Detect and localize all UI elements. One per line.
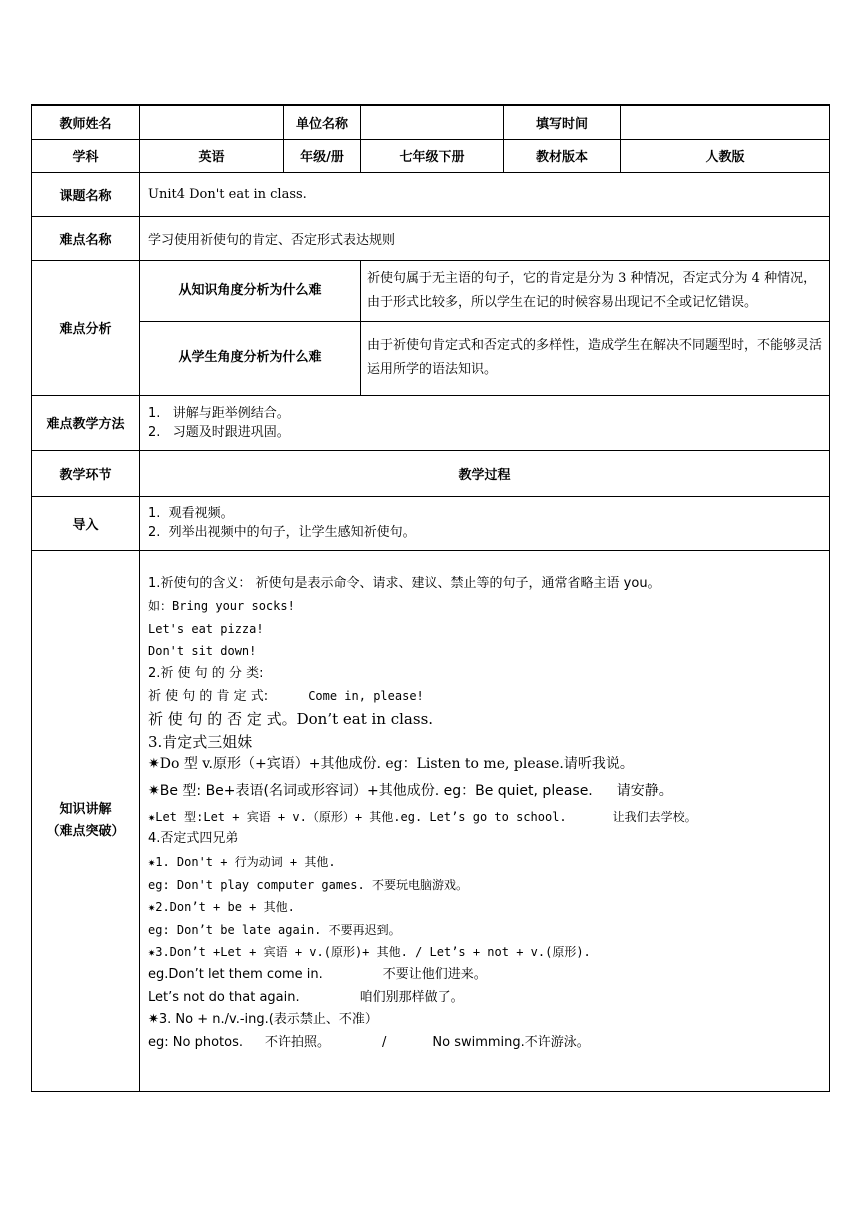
positive-form-line xyxy=(148,685,821,708)
method-list xyxy=(140,395,830,450)
lesson-plan-table xyxy=(31,104,830,1092)
student-angle-label: 从学生角度分析为什么难 xyxy=(140,321,361,395)
method-item: 2. 习题及时跟进巩固。 xyxy=(148,424,290,440)
process-title: 教学过程 xyxy=(140,450,830,496)
method-label: 难点教学方法 xyxy=(32,395,140,450)
example-translation: 不许拍照。 xyxy=(264,1034,330,1050)
subject-label: 学科 xyxy=(32,139,140,172)
let-type-line xyxy=(148,806,821,829)
subject-value: 英语 xyxy=(140,139,284,172)
subject-row xyxy=(32,139,830,172)
negative-rule-line: ✷2.Don’t + be + 其他. xyxy=(148,900,295,915)
knowledge-content xyxy=(140,550,830,1091)
difficulty-row xyxy=(32,216,830,260)
section-heading: 4.否定式四兄弟 xyxy=(148,831,239,847)
section-heading: 3.肯定式三姐妹 xyxy=(148,732,253,751)
let-type-rule: ✷Let 型:Let + 宾语 + v.（原形）+ 其他.eg. Let’s go to school. xyxy=(148,809,567,824)
knowledge-angle-label: 从知识角度分析为什么难 xyxy=(140,260,361,321)
fill-time-label: 填写时间 xyxy=(504,105,621,139)
be-type-line xyxy=(148,776,821,806)
knowledge-label xyxy=(32,550,140,1091)
example-english: eg.Don’t let them come in. xyxy=(148,967,323,982)
teacher-name-field[interactable] xyxy=(140,105,284,139)
fill-time-field[interactable] xyxy=(621,105,830,139)
be-type-rule: ✷Be 型: Be+表语(名词或形容词）+其他成份. eg：Be quiet, please. xyxy=(148,782,593,799)
knowledge-angle-text: 祈使句属于无主语的句子，它的肯定是分为 3 种情况，否定式分为 4 种情况，由于形式比较多，所以学生在记的时候容易出现记不全或记忆错误。 xyxy=(361,260,830,321)
knowledge-label-line1: 知识讲解 xyxy=(59,801,112,817)
analysis-student-row xyxy=(32,321,830,395)
negative-rule-line: ✷3. No + n./v.-ing.(表示禁止、不准） xyxy=(148,1012,378,1028)
example-english: eg: No photos. xyxy=(148,1034,243,1050)
example-line: Let's eat pizza! xyxy=(148,621,264,636)
let-type-translation: 让我们去学校。 xyxy=(612,809,697,824)
negative-form-example: Don’t eat in class. xyxy=(296,710,434,729)
negative-form-label: 祈 使 句 的 否 定 式。 xyxy=(148,710,297,729)
do-type-line: ✷Do 型 v.原形（+宾语）+其他成份. eg：Listen to me, please.请听我说。 xyxy=(148,756,634,773)
header-row xyxy=(32,105,830,139)
example-english: Let’s not do that again. xyxy=(148,989,300,1005)
definition-line: 1.祈使句的含义： 祈使句是表示命令、请求、建议、禁止等的句子，通常省略主语 you。 xyxy=(148,575,661,591)
teacher-name-label: 教师姓名 xyxy=(32,105,140,139)
negative-example-line: eg: Don’t be late again. 不要再迟到。 xyxy=(148,922,401,937)
example-translation: 咱们别那样做了。 xyxy=(359,989,464,1005)
unit-name-label: 单位名称 xyxy=(284,105,361,139)
positive-form-example: Come in, please! xyxy=(308,689,424,704)
method-item: 1. 讲解与距举例结合。 xyxy=(148,405,290,421)
method-row xyxy=(32,395,830,450)
example-separator: / xyxy=(382,1034,387,1050)
grade-value: 七年级下册 xyxy=(361,139,504,172)
positive-form-label: 祈 使 句 的 肯 定 式: xyxy=(148,689,269,705)
topic-value: Unit4 Don't eat in class. xyxy=(140,172,830,216)
example-translation: 不要让他们进来。 xyxy=(382,967,487,982)
difficulty-label: 难点名称 xyxy=(32,216,140,260)
negative-example-line xyxy=(148,964,821,987)
difficulty-value: 学习使用祈使句的肯定、否定形式表达规则 xyxy=(140,216,830,260)
process-stage-label: 教学环节 xyxy=(32,450,140,496)
negative-example-line xyxy=(148,987,821,1010)
section-heading: 2.祈 使 句 的 分 类: xyxy=(148,665,264,681)
topic-row xyxy=(32,172,830,216)
example-line: Don't sit down! xyxy=(148,644,257,659)
knowledge-label-line2: （难点突破） xyxy=(46,823,125,839)
intro-list xyxy=(140,496,830,550)
intro-item: 2. 列举出视频中的句子，让学生感知祈使句。 xyxy=(148,525,416,540)
process-header-row xyxy=(32,450,830,496)
intro-item: 1. 观看视频。 xyxy=(148,506,234,521)
example-english: No swimming.不许游泳。 xyxy=(432,1034,590,1050)
negative-example-line xyxy=(148,1032,821,1055)
knowledge-row xyxy=(32,550,830,1091)
grade-label: 年级/册 xyxy=(284,139,361,172)
student-angle-text: 由于祈使句肯定式和否定式的多样性，造成学生在解决不同题型时，不能够灵活运用所学的语法知识。 xyxy=(361,321,830,395)
negative-form-line xyxy=(148,708,821,731)
analysis-knowledge-row xyxy=(32,260,830,321)
unit-name-field[interactable] xyxy=(361,105,504,139)
topic-label: 课题名称 xyxy=(32,172,140,216)
intro-row xyxy=(32,496,830,550)
negative-rule-line: ✷3.Don’t +Let + 宾语 + v.(原形)+ 其他. / Let’s + not + v.(原形). xyxy=(148,945,591,960)
analysis-label: 难点分析 xyxy=(32,260,140,395)
be-type-translation: 请安静。 xyxy=(616,782,673,799)
example-line: 如：Bring your socks! xyxy=(148,599,295,614)
edition-label: 教材版本 xyxy=(504,139,621,172)
negative-example-line: eg: Don't play computer games. 不要玩电脑游戏。 xyxy=(148,877,468,892)
intro-label: 导入 xyxy=(32,496,140,550)
negative-rule-line: ✷1. Don't + 行为动词 + 其他. xyxy=(148,855,336,870)
edition-value: 人教版 xyxy=(621,139,830,172)
